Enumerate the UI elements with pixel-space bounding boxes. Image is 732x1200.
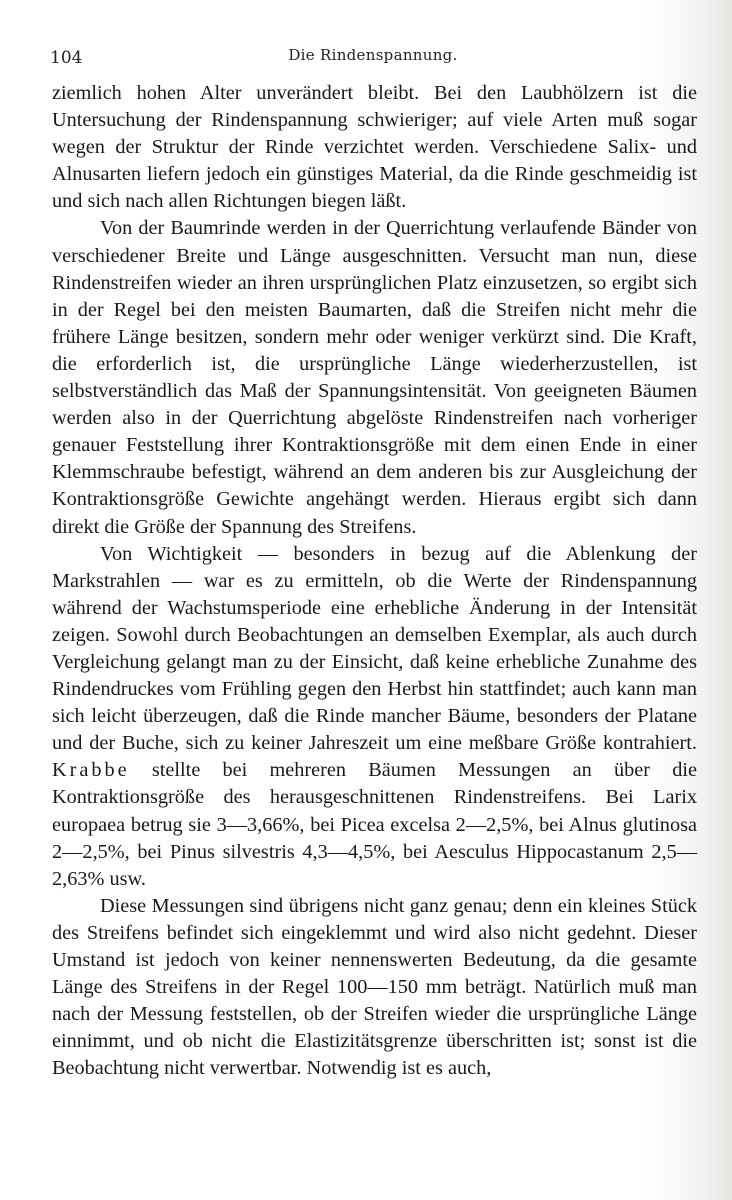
page-header xyxy=(50,44,696,70)
author-name-spaced: Krabbe xyxy=(52,759,130,782)
paragraph-4: Diese Messungen sind übrigens nicht ganz genau; denn ein kleines Stück des Streifens befindet sich eingeklemmt und wird also nicht gedehnt. Dieser Umstand ist jedoch von keiner nennenswerten Bedeutung, da die gesamte Länge des Streifens in der Regel 100—150 mm beträgt. Natürlich muß man nach der Messung feststellen, ob der Streifen wieder die ursprüngliche Länge einnimmt, und ob nicht die Elastizitätsgrenze überschritten ist; sonst ist die Beobachtung nicht verwertbar. Notwendig ist es auch, xyxy=(52,894,697,1080)
page-number: 104 xyxy=(50,48,83,68)
body-text xyxy=(52,80,697,1082)
paragraph-3-text-after: stellte bei mehreren Bäumen Messungen an über die Kontraktionsgröße des herausgeschnittenen Rindenstreifens. Bei Larix europaea betrug sie 3—3,66%, bei Picea excelsa 2—2,5%, bei Alnus glutinosa 2—2,5%, bei Pinus silvestris 4,3—4,5%, bei Aesculus Hippocastanum 2,5—2,63% usw. xyxy=(52,759,697,890)
paragraph-2: Von der Baumrinde werden in der Querrichtung verlaufende Bänder von verschiedener Breite und Länge ausgeschnitten. Versucht man nun, diese Rindenstreifen wieder an ihren ursprünglichen Platz einzusetzen, so ergibt sich in der Regel bei den meisten Baumarten, daß die Streifen nicht mehr die frühere Länge besitzen, sondern mehr oder weniger verkürzt sind. Die Kraft, die erforderlich ist, die ursprüngliche Länge wiederherzustellen, ist selbstverständlich das Maß der Spannungsintensität. Von geeigneten Bäumen werden also in der Querrichtung abgelöste Rindenstreifen nach vorheriger genauer Feststellung ihrer Kontraktionsgröße mit dem einen Ende in einer Klemmschraube befestigt, während an dem anderen bis zur Ausgleichung der Kontraktionsgröße Gewichte angehängt werden. Hieraus ergibt sich dann direkt die Größe der Spannung des Streifens. xyxy=(52,217,697,538)
paragraph-1: ziemlich hohen Alter unverändert bleibt. Bei den Laubhölzern ist die Untersuchung der Rindenspannung schwieriger; auf viele Arten muß sogar wegen der Struktur der Rinde verzichtet werden. Verschiedene Salix- und Alnusarten liefern jedoch ein günstiges Material, da die Rinde geschmeidig ist und sich nach allen Richtungen biegen läßt. xyxy=(52,82,697,213)
paragraph-3-text-before: Von Wichtigkeit — besonders in bezug auf die Ablenkung der Markstrahlen — war es zu ermitteln, ob die Werte der Rindenspannung während der Wachstumsperiode eine erhebliche Änderung in der Intensität zeigen. Sowohl durch Beobachtungen an demselben Exemplar, als auch durch Vergleichung gelangt man zu der Einsicht, daß keine erhebliche Zunahme des Rindendruckes vom Frühling gegen den Herbst hin stattfindet; auch kann man sich leicht überzeugen, daß die Rinde mancher Bäume, besonders der Platane und der Buche, sich zu keiner Jahreszeit um eine meßbare Größe kontrahiert. xyxy=(52,542,697,755)
paragraph-3 xyxy=(52,541,697,893)
running-title: Die Rindenspannung. xyxy=(288,46,458,64)
